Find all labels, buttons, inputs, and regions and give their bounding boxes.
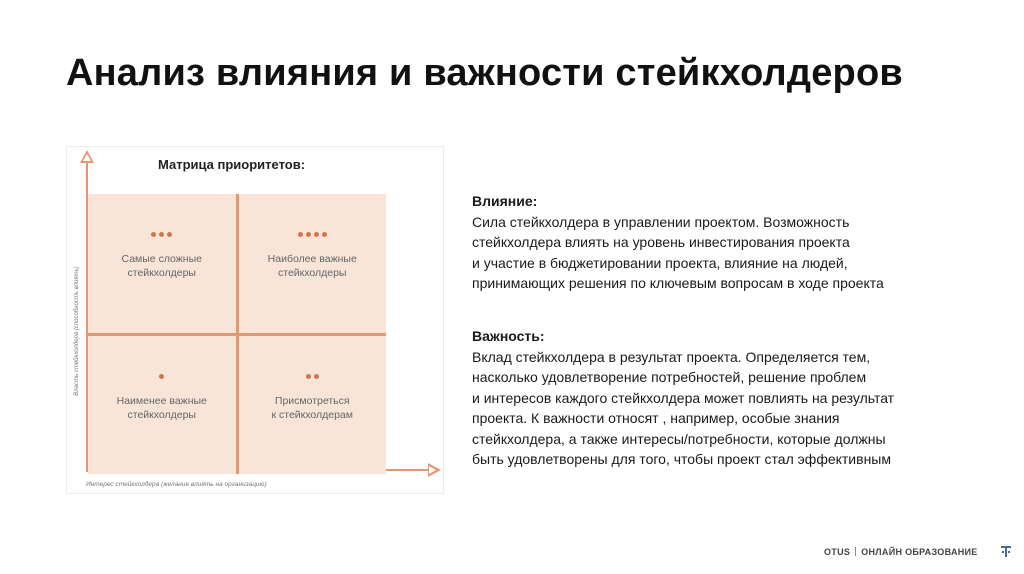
brand-tagline: ОНЛАЙН ОБРАЗОВАНИЕ	[861, 547, 978, 557]
priority-dots-1	[88, 372, 236, 382]
matrix-title: Матрица приоритетов:	[158, 157, 306, 172]
matrix-cell-label: Наименее важные стейкхолдеры	[116, 394, 207, 421]
influence-heading: Влияние:	[472, 193, 538, 209]
importance-line: насколько удовлетворение потребностей, решение проблем	[472, 369, 867, 385]
priority-matrix	[88, 194, 386, 474]
influence-line: и участие в бюджетировании проекта, влияние на людей,	[472, 254, 848, 271]
matrix-cell-least-important	[88, 336, 236, 475]
matrix-cell-label: Наиболее важные стейкхолдеры	[267, 253, 357, 279]
matrix-cell-most-important	[239, 194, 387, 333]
importance-heading: Важность:	[472, 328, 545, 344]
importance-line: проекта. К важности относят , например, особые знания	[472, 410, 840, 426]
importance-line: и интересов каждого стейкхолдера может повлиять на результат	[472, 389, 895, 406]
importance-line: стейкхолдера, а также интересы/потребности, которые должны	[472, 430, 886, 447]
influence-section	[472, 191, 884, 294]
y-axis-label: Власть стейкхолдера (способность влиять)	[74, 266, 80, 396]
x-axis-arrow-icon	[428, 463, 441, 477]
footer-brand	[824, 547, 978, 557]
priority-dots-4	[239, 230, 387, 240]
influence-line: Сила стейкхолдера в управлении проектом. Возможность	[472, 213, 850, 230]
otus-logo-icon	[1000, 545, 1012, 558]
matrix-cell-hardest	[88, 194, 236, 333]
influence-line: стейкхолдера влиять на уровень инвестирования проекта	[472, 234, 850, 250]
page-title: Анализ влияния и важности стейкхолдеров	[66, 52, 903, 94]
importance-line: быть удовлетворены для того, чтобы проект стал эффективным	[472, 451, 891, 467]
matrix-cell-label: Самые сложные стейкхолдеры	[121, 253, 202, 279]
y-axis-arrow-icon	[80, 150, 94, 163]
matrix-cell-watch	[239, 336, 387, 475]
x-axis-label: Интерес стейкхолдера (желание влиять на организацию)	[86, 481, 267, 488]
brand-name: OTUS	[824, 547, 851, 557]
priority-dots-2	[239, 372, 387, 382]
brand-divider	[855, 547, 856, 556]
importance-line: Вклад стейкхолдера в результат проекта. Определяется тем,	[472, 348, 871, 365]
priority-dots-3	[88, 230, 236, 240]
matrix-cell-label: Присмотреться к стейкхолдерам	[271, 394, 353, 421]
influence-line: принимающих решения по ключевым вопросам в ходе проекта	[472, 275, 884, 291]
importance-section	[472, 326, 894, 470]
